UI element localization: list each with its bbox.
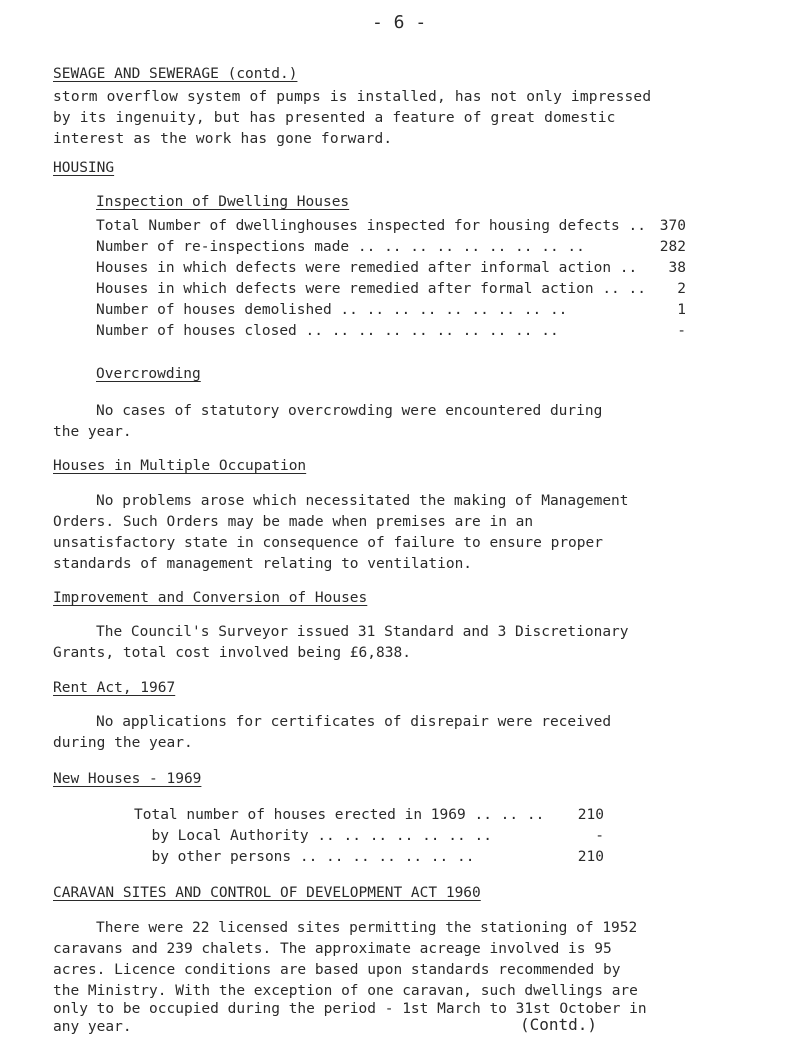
body-line: by its ingenuity, but has presented a feature of great domestic — [53, 110, 616, 126]
subheading-rent-act: Rent Act, 1967 — [53, 680, 176, 696]
row-value: - — [595, 828, 604, 844]
row-value: 1 — [677, 302, 686, 318]
row-label: Houses in which defects were remedied after formal action .. .. — [96, 281, 646, 297]
body-line: storm overflow system of pumps is installed, has not only impressed — [53, 89, 652, 105]
row-value: 210 — [577, 849, 604, 865]
body-line: No applications for certificates of disrepair were received — [96, 714, 612, 730]
subheading-new-houses: New Houses - 1969 — [53, 771, 202, 787]
continued-note: (Contd.) — [520, 1015, 598, 1034]
row-value: 370 — [659, 218, 686, 234]
subheading-improvement: Improvement and Conversion of Houses — [53, 590, 368, 606]
body-line: There were 22 licensed sites permitting the stationing of 1952 — [96, 920, 638, 936]
row-value: 2 — [677, 281, 686, 297]
row-label: Number of re-inspections made .. .. .. .. .. .. .. .. .. — [96, 239, 585, 255]
row-value: 210 — [577, 807, 604, 823]
body-line: standards of management relating to ventilation. — [53, 556, 473, 572]
subheading-inspection: Inspection of Dwelling Houses — [96, 194, 350, 210]
subheading-multiple-occupation: Houses in Multiple Occupation — [53, 458, 307, 474]
body-line: unsatisfactory state in consequence of failure to ensure proper — [53, 535, 603, 551]
row-value: 282 — [659, 239, 686, 255]
section-heading-housing: HOUSING — [53, 160, 115, 176]
row-label: by other persons .. .. .. .. .. .. .. — [134, 849, 475, 865]
row-label: Total number of houses erected in 1969 .. .. .. — [134, 807, 545, 823]
subheading-overcrowding: Overcrowding — [96, 366, 201, 382]
body-line: only to be occupied during the period - 1st March to 31st October in — [53, 1001, 647, 1017]
body-line: any year. — [53, 1019, 132, 1035]
row-label: Houses in which defects were remedied after informal action .. — [96, 260, 638, 276]
body-line: acres. Licence conditions are based upon standards recommended by — [53, 962, 621, 978]
body-line: No problems arose which necessitated the making of Management — [96, 493, 629, 509]
row-value: - — [677, 323, 686, 339]
row-label: Total Number of dwellinghouses inspected for housing defects .. — [96, 218, 646, 234]
body-line: the year. — [53, 424, 132, 440]
body-line: the Ministry. With the exception of one caravan, such dwellings are — [53, 983, 638, 999]
section-heading-caravan: CARAVAN SITES AND CONTROL OF DEVELOPMENT ACT 1960 — [53, 885, 481, 901]
row-label: Number of houses closed .. .. .. .. .. .. .. .. .. .. — [96, 323, 559, 339]
body-line: Orders. Such Orders may be made when premises are in an — [53, 514, 534, 530]
body-line: No cases of statutory overcrowding were encountered during — [96, 403, 603, 419]
body-line: Grants, total cost involved being £6,838. — [53, 645, 411, 661]
body-line: interest as the work has gone forward. — [53, 131, 393, 147]
row-label: Number of houses demolished .. .. .. .. .. .. .. .. .. — [96, 302, 568, 318]
body-line: caravans and 239 chalets. The approximate acreage involved is 95 — [53, 941, 612, 957]
body-line: during the year. — [53, 735, 193, 751]
row-label: by Local Authority .. .. .. .. .. .. .. — [134, 828, 492, 844]
section-heading-sewage: SEWAGE AND SEWERAGE (contd.) — [53, 66, 298, 82]
row-value: 38 — [668, 260, 686, 276]
body-line: The Council's Surveyor issued 31 Standard and 3 Discretionary — [96, 624, 629, 640]
page-number: - 6 - — [372, 12, 427, 33]
